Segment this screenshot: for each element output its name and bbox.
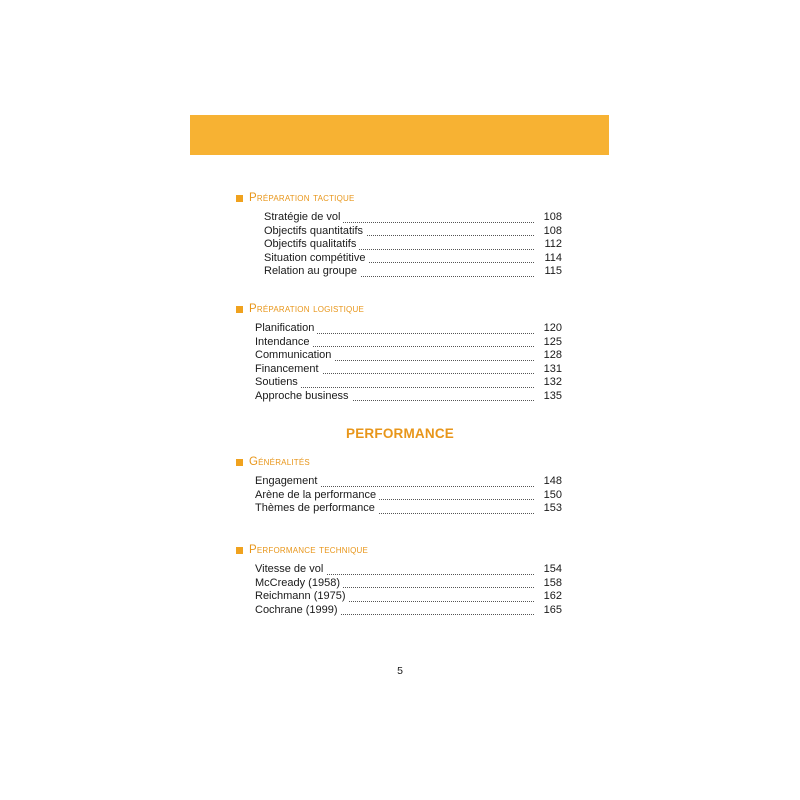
toc-entry-label: Stratégie de vol — [264, 211, 343, 225]
toc-entry-label: Objectifs quantitatifs — [264, 225, 366, 239]
toc-entry[interactable] — [255, 363, 562, 377]
toc-entry[interactable] — [264, 225, 562, 239]
toc-entry-page: 162 — [543, 590, 562, 602]
toc-entry-label: Intendance — [255, 336, 312, 350]
toc-entry-page: 132 — [543, 376, 562, 388]
toc-entry-page: 128 — [543, 349, 562, 361]
toc-entry-page: 165 — [543, 603, 562, 616]
page-number: 5 — [397, 665, 403, 677]
toc-entry-label: Cochrane (1999) — [255, 604, 341, 618]
toc-entry-page: 114 — [544, 251, 562, 264]
toc-entry[interactable] — [255, 475, 562, 489]
toc-entry-page: 154 — [543, 563, 562, 575]
toc-entry-page: 120 — [543, 322, 562, 334]
toc-entry-page: 148 — [543, 475, 562, 487]
toc-entry-label: Planification — [255, 322, 317, 336]
toc-entry[interactable] — [264, 265, 562, 279]
header-banner — [190, 115, 609, 155]
toc-entry-label: Reichmann (1975) — [255, 590, 349, 604]
toc-entry-label: Soutiens — [255, 376, 301, 390]
section-heading — [236, 544, 562, 560]
toc-entry-label: Thèmes de performance — [255, 502, 378, 516]
toc-entry-page: 108 — [543, 211, 562, 223]
section-title: Performance technique — [249, 544, 369, 556]
square-bullet-icon — [236, 547, 243, 554]
toc-entry-label: Objectifs qualitatifs — [264, 238, 359, 252]
section-title: Généralités — [249, 456, 310, 468]
square-bullet-icon — [236, 459, 243, 466]
toc-entry-label: Situation compétitive — [264, 252, 369, 266]
toc-entry-label: Approche business — [255, 390, 352, 404]
toc-entry-label: Communication — [255, 349, 334, 363]
toc-entry-page: 150 — [543, 488, 562, 501]
toc-entry-page: 125 — [543, 335, 562, 348]
section-preparation-tactique — [236, 192, 562, 279]
square-bullet-icon — [236, 306, 243, 313]
section-title: Préparation logistique — [249, 303, 364, 315]
toc-entry[interactable] — [255, 563, 562, 577]
section-heading — [236, 456, 562, 472]
toc-entry-label: Vitesse de vol — [255, 563, 326, 577]
toc-entry[interactable] — [255, 390, 562, 404]
section-heading — [236, 192, 562, 208]
toc-entry[interactable] — [255, 502, 562, 516]
toc-entry[interactable] — [255, 604, 562, 618]
toc-entry[interactable] — [255, 577, 562, 591]
toc-entry-page: 158 — [543, 576, 562, 589]
toc-entry[interactable] — [264, 211, 562, 225]
toc-entry[interactable] — [264, 252, 562, 266]
toc-entry-label: Engagement — [255, 475, 320, 489]
toc-entry[interactable] — [255, 322, 562, 336]
toc-entry[interactable] — [255, 376, 562, 390]
toc-entry-page: 112 — [544, 238, 562, 250]
toc-entry[interactable] — [264, 238, 562, 252]
toc-entry-page: 153 — [543, 502, 562, 514]
section-preparation-logistique — [236, 303, 562, 403]
toc-entry-page: 135 — [543, 389, 562, 402]
toc-entry-label: Arène de la performance — [255, 489, 379, 503]
toc-entry-page: 115 — [544, 265, 562, 277]
section-performance-technique — [236, 544, 562, 617]
toc-entry[interactable] — [255, 336, 562, 350]
toc-entry-label: McCready (1958) — [255, 577, 343, 591]
toc-entry-label: Relation au groupe — [264, 265, 360, 279]
part-title: PERFORMANCE — [346, 426, 454, 441]
section-title: Préparation tactique — [249, 192, 355, 204]
toc-entry[interactable] — [255, 590, 562, 604]
square-bullet-icon — [236, 195, 243, 202]
section-heading — [236, 303, 562, 319]
toc-entry-page: 108 — [543, 224, 562, 237]
toc-entry[interactable] — [255, 349, 562, 363]
toc-entry-label: Financement — [255, 363, 322, 377]
toc-entry[interactable] — [255, 489, 562, 503]
section-generalites — [236, 456, 562, 516]
toc-entry-page: 131 — [543, 362, 562, 375]
